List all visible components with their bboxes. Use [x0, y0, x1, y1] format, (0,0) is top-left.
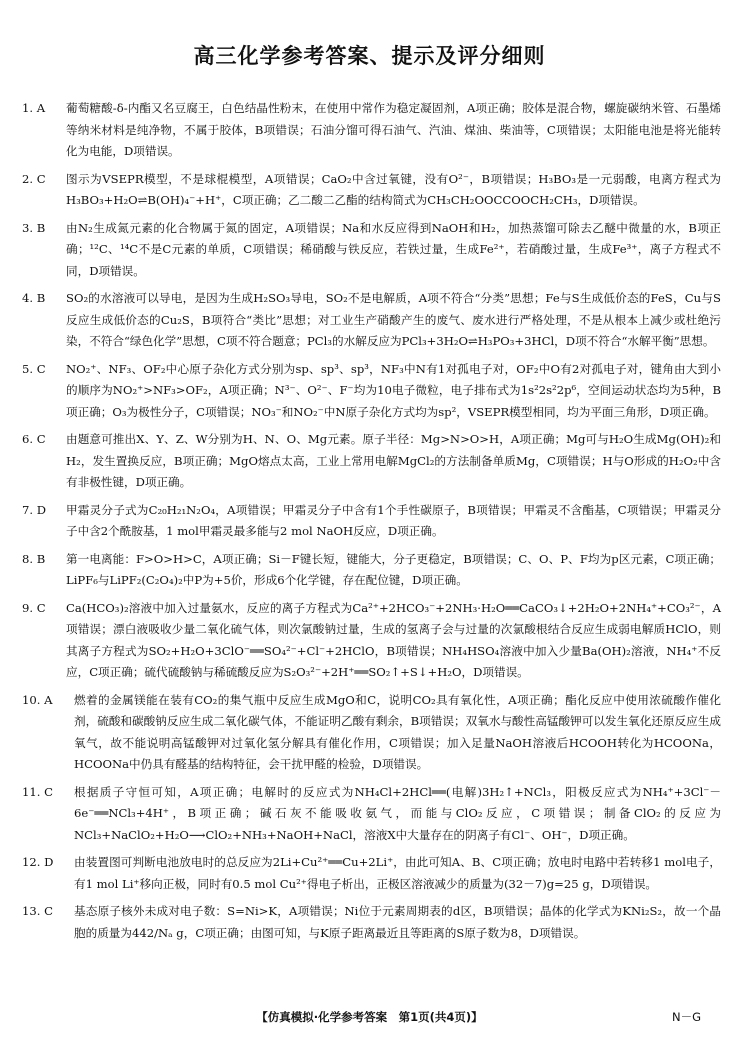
answer-item-12 [22, 852, 721, 895]
answer-explanation: 基态原子核外未成对电子数：S=Ni>K，A项错误；Ni位于元素周期表的d区，B项错误；晶体的化学式为KNi₂S₂，故一个晶胞的质量为442/Nₐ g，C项正确；由图可知，与K原子距离最近且等距离的S原子数为8，D项错误。 [74, 904, 721, 940]
answer-explanation: 根据质子守恒可知，A项正确；电解时的反应式为NH₄Cl+2HCl══(电解)3H₂↑+NCl₃，阳极反应式为NH₄⁺+3Cl⁻－6e⁻══NCl₃+4H⁺，B项正确；碱石灰不能吸收氨气，而能与ClO₂反应，C项错误；制备ClO₂的反应为NCl₃+NaClO₂+H₂O⟶ClO₂+NH₃+NaOH+NaCl，溶液X中大量存在的阴离子有Cl⁻、OH⁻，D项正确。 [74, 784, 721, 842]
answer-explanation: 由装置图可判断电池放电时的总反应为2Li+Cu²⁺══Cu+2Li⁺，由此可知A、B、C项正确；放电时电路中若转移1 mol电子，有1 mol Li⁺移向正极，同时有0.5 mol Cu²⁺得电子析出，正极区溶液减少的质量为(32－7)g=25 g，D项错误。 [74, 855, 721, 891]
answer-item-3 [22, 218, 721, 283]
answer-explanation: 燃着的金属镁能在装有CO₂的集气瓶中反应生成MgO和C，说明CO₂具有氧化性，A项正确；酯化反应中使用浓硫酸作催化剂，硫酸和碳酸钠反应生成二氧化碳气体，不能证明乙酸有剩余，B项错误；双氧水与酸性高锰酸钾可以发生氧化还原反应生成氧气，故不能说明高锰酸钾对过氧化氢分解具有催化作用，C项错误；加入足量NaOH溶液后HCOOH转化为HCOONa，HCOONa中仍具有醛基的结构特征，会干扰甲醛的检验，D项错误。 [74, 692, 721, 771]
answer-item-9 [22, 598, 721, 684]
answer-number: 5. C [22, 361, 46, 376]
answer-item-1 [22, 98, 721, 163]
answer-number: 7. D [22, 502, 47, 517]
answer-number: 9. C [22, 600, 46, 615]
answer-explanation: NO₂⁺、NF₃、OF₂中心原子杂化方式分别为sp、sp³、sp³，NF₃中N有1对孤电子对，OF₂中O有2对孤电子对，键角由大到小的顺序为NO₂⁺>NF₃>OF₂，A项正确；N³⁻、O²⁻、F⁻均为10电子微粒，电子排布式为1s²2s²2p⁶，空间运动状态均为5种，B项正确；O₃为极性分子，C项错误；NO₃⁻和NO₂⁻中N原子杂化方式均为sp²，VSEPR模型相同，均为平面三角形，D项正确。 [66, 361, 721, 419]
answer-number: 6. C [22, 432, 46, 446]
answer-explanation: 由N₂生成氮元素的化合物属于氮的固定，A项错误；Na和水反应得到NaOH和H₂，加热蒸馏可除去乙醚中微量的水，B项正确；¹²C、¹⁴C不是C元素的单质，C项错误；稀硝酸与铁反应，若铁过量，生成Fe²⁺，若硝酸过量，生成Fe³⁺，离子方程式不同，D项错误。 [66, 220, 721, 278]
answer-item-10 [22, 690, 721, 776]
answer-explanation: SO₂的水溶液可以导电，是因为生成H₂SO₃导电，SO₂不是电解质，A项不符合“分类”思想；Fe与S生成低价态的FeS，Cu与S反应生成低价态的Cu₂S，B项符合“类比”思想；对工业生产硝酸产生的废气、废水进行严格处理，不是从根本上减少或杜绝污染，不符合“绿色化学”思想，C项不符合题意；PCl₃的水解反应为PCl₃+3H₂O⇌H₃PO₃+3HCl，D项不符合“水解平衡”思想。 [66, 291, 721, 348]
answer-number: 4. B [22, 291, 46, 305]
answer-item-8 [22, 549, 721, 592]
answer-number: 2. C [22, 171, 46, 186]
page-title: 高三化学参考答案、提示及评分细则 [193, 44, 546, 68]
answer-item-6 [22, 429, 721, 494]
answer-explanation: 由题意可推出X、Y、Z、W分别为H、N、O、Mg元素。原子半径：Mg>N>O>H，A项正确；Mg可与H₂O生成Mg(OH)₂和H₂，发生置换反应，B项正确；MgO熔点太高，工业上常用电解MgCl₂的方法制备单质Mg，C项错误；H与O形成的H₂O₂中含有非极性键，D项正确。 [66, 432, 721, 489]
answer-list [22, 98, 721, 950]
answer-item-5 [22, 359, 721, 424]
answer-number: 13. C [22, 904, 53, 918]
answer-explanation: 葡萄糖酸-δ-内酯又名豆腐王，白色结晶性粉末，在使用中常作为稳定凝固剂，A项正确；胶体是混合物，螺旋碳纳米管、石墨烯等纳米材料是纯净物，不属于胶体，B项错误；石油分馏可得石油气、汽油、煤油、柴油等，C项错误；太阳能电池是将光能转化为电能，D项错误。 [66, 101, 721, 158]
answer-number: 10. A [22, 692, 53, 707]
answer-item-7 [22, 500, 721, 543]
answer-number: 11. C [22, 784, 53, 799]
answer-item-11 [22, 782, 721, 847]
answer-explanation: 图示为VSEPR模型，不是球棍模型，A项错误；CaO₂中含过氧键，没有O²⁻，B项错误；H₃BO₃是一元弱酸，电离方程式为H₃BO₃+H₂O⇌B(OH)₄⁻+H⁺，C项正确；乙二酸二乙酯的结构简式为CH₃CH₂OOCCOOCH₂CH₃，D项错误。 [66, 171, 721, 207]
answer-item-2 [22, 169, 721, 212]
paper-code: N－G [671, 1010, 701, 1024]
answer-item-4 [22, 288, 721, 353]
answer-explanation: 甲霜灵分子式为C₂₀H₂₁N₂O₄，A项错误；甲霜灵分子中含有1个手性碳原子，B项错误；甲霜灵不含酯基，C项错误；甲霜灵分子中含2个酰胺基，1 mol甲霜灵最多能与2 mol NaOH反应，D项正确。 [66, 502, 721, 538]
answer-number: 12. D [22, 855, 54, 869]
answer-explanation: Ca(HCO₃)₂溶液中加入过量氨水，反应的离子方程式为Ca²⁺+2HCO₃⁻+2NH₃·H₂O══CaCO₃↓+2H₂O+2NH₄⁺+CO₃²⁻，A项错误；漂白液吸收少量二氧化硫气体，则次氯酸钠过量，生成的氢离子会与过量的次氯酸根结合反应生成弱电解质HClO，则其离子方程式为SO₂+H₂O+3ClO⁻══SO₄²⁻+Cl⁻+2HClO，B项错误；NH₄HSO₄溶液中加入少量Ba(OH)₂溶液，NH₄⁺不反应，C项正确；硫代硫酸钠与稀硫酸反应为S₂O₃²⁻+2H⁺══SO₂↑+S↓+H₂O，D项错误。 [66, 600, 721, 679]
answer-number: 8. B [22, 551, 46, 566]
answer-explanation: 第一电离能：F>O>H>C，A项正确；Si－F键长短，键能大，分子更稳定，B项错误；C、O、P、F均为p区元素，C项正确；LiPF₆与LiPF₂(C₂O₄)₂中P为+5价，形成6个化学键，存在配位键，D项正确。 [66, 551, 721, 587]
answer-number: 3. B [22, 220, 46, 235]
answer-number: 1. A [22, 101, 46, 115]
answer-item-13 [22, 901, 721, 944]
page-footer: 【仿真模拟·化学参考答案 第1页(共4页)】 [256, 1010, 483, 1024]
